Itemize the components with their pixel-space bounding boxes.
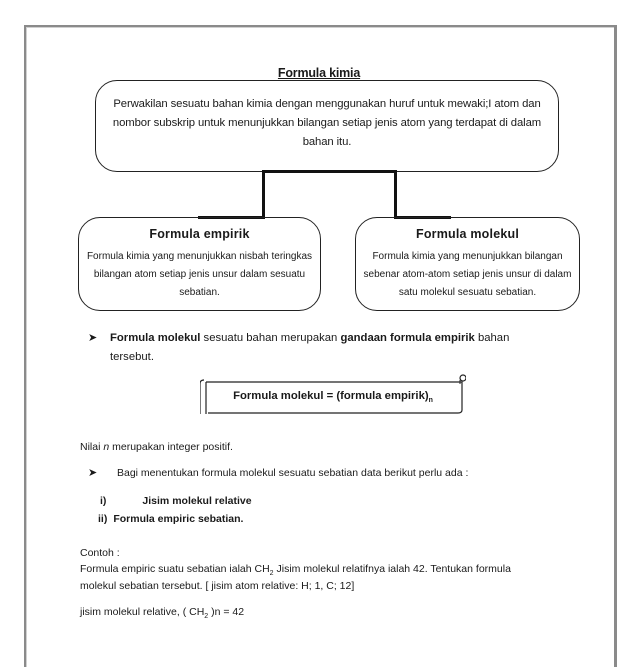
- example-line-2: molekul sebatian tersebut. [ jisim atom relative: H; 1, C; 12]: [80, 580, 355, 592]
- connector-top: [262, 170, 397, 173]
- arrow-bullet-icon: ➤: [88, 467, 98, 479]
- example-line-3: [80, 603, 244, 626]
- text-fragment: Formula empiric suatu sebatian ialah CH: [80, 563, 270, 575]
- molecular-formula-text: Formula kimia yang menunjukkan bilangan sebenar atom-atom setiap jenis unsur di dalam satu molekul sesuatu sebatian.: [363, 251, 572, 298]
- formula-main: Formula molekul = (formula empirik): [233, 390, 429, 402]
- empirical-formula-title: Formula empirik: [149, 227, 250, 241]
- list-number: i): [100, 495, 107, 507]
- connector-right-vertical: [394, 170, 397, 218]
- italic-n: n: [103, 441, 110, 453]
- molecular-formula-box: [355, 217, 580, 311]
- list-text: Jisim molekul relative: [142, 495, 252, 507]
- empirical-formula-box: [78, 217, 321, 311]
- text-fragment: jisim molekul relative, ( CH: [80, 606, 205, 618]
- text-fragment: sesuatu bahan merupakan: [200, 332, 341, 344]
- note-paragraph: [80, 438, 233, 457]
- list-item-2: [98, 510, 243, 529]
- empirical-formula-text: Formula kimia yang menunjukkan nisbah teringkas bilangan atom setiap jenis unsur dalam sesuatu sebatian.: [86, 251, 313, 298]
- subscript: 2: [204, 613, 209, 620]
- bullet-paragraph-2: Bagi menentukan formula molekul sesuatu sebatian data berikut perlu ada :: [117, 467, 469, 479]
- bold-term-multiple: gandaan formula empirik: [340, 332, 475, 344]
- molecular-formula-title: Formula molekul: [415, 227, 520, 241]
- text-fragment: Nilai: [80, 441, 104, 453]
- text-fragment: tersebut.: [110, 351, 154, 363]
- bold-term-molecular-formula: Formula molekul: [110, 332, 201, 344]
- diagram-title: Formula kimia: [277, 66, 361, 80]
- list-text: Formula empiric sebatian.: [113, 513, 244, 525]
- definition-text: Perwakilan sesuatu bahan kimia dengan menggunakan huruf untuk mewaki;I atom dan nombor subskrip untuk menunjukkan bilangan setiap jenis atom yang terdapat di dalam bahan itu.: [112, 98, 542, 148]
- text-fragment: merupakan integer positif.: [109, 441, 233, 453]
- connector-left-vertical: [262, 170, 265, 218]
- list-number: ii): [98, 513, 108, 525]
- list-item-1: [100, 492, 252, 511]
- formula-subscript: n: [428, 397, 433, 404]
- formula-text: [200, 390, 466, 404]
- text-fragment: bahan: [474, 332, 510, 344]
- example-label: Contoh :: [80, 547, 120, 559]
- formula-scroll: [200, 380, 466, 416]
- definition-box: [95, 80, 559, 172]
- text-fragment: )n = 42: [208, 606, 245, 618]
- subscript: 2: [269, 570, 274, 577]
- arrow-bullet-icon: ➤: [88, 332, 98, 344]
- bullet-paragraph-1: [110, 329, 550, 367]
- text-fragment: Jisim molekul relatifnya ialah 42. Tentukan formula: [273, 563, 511, 575]
